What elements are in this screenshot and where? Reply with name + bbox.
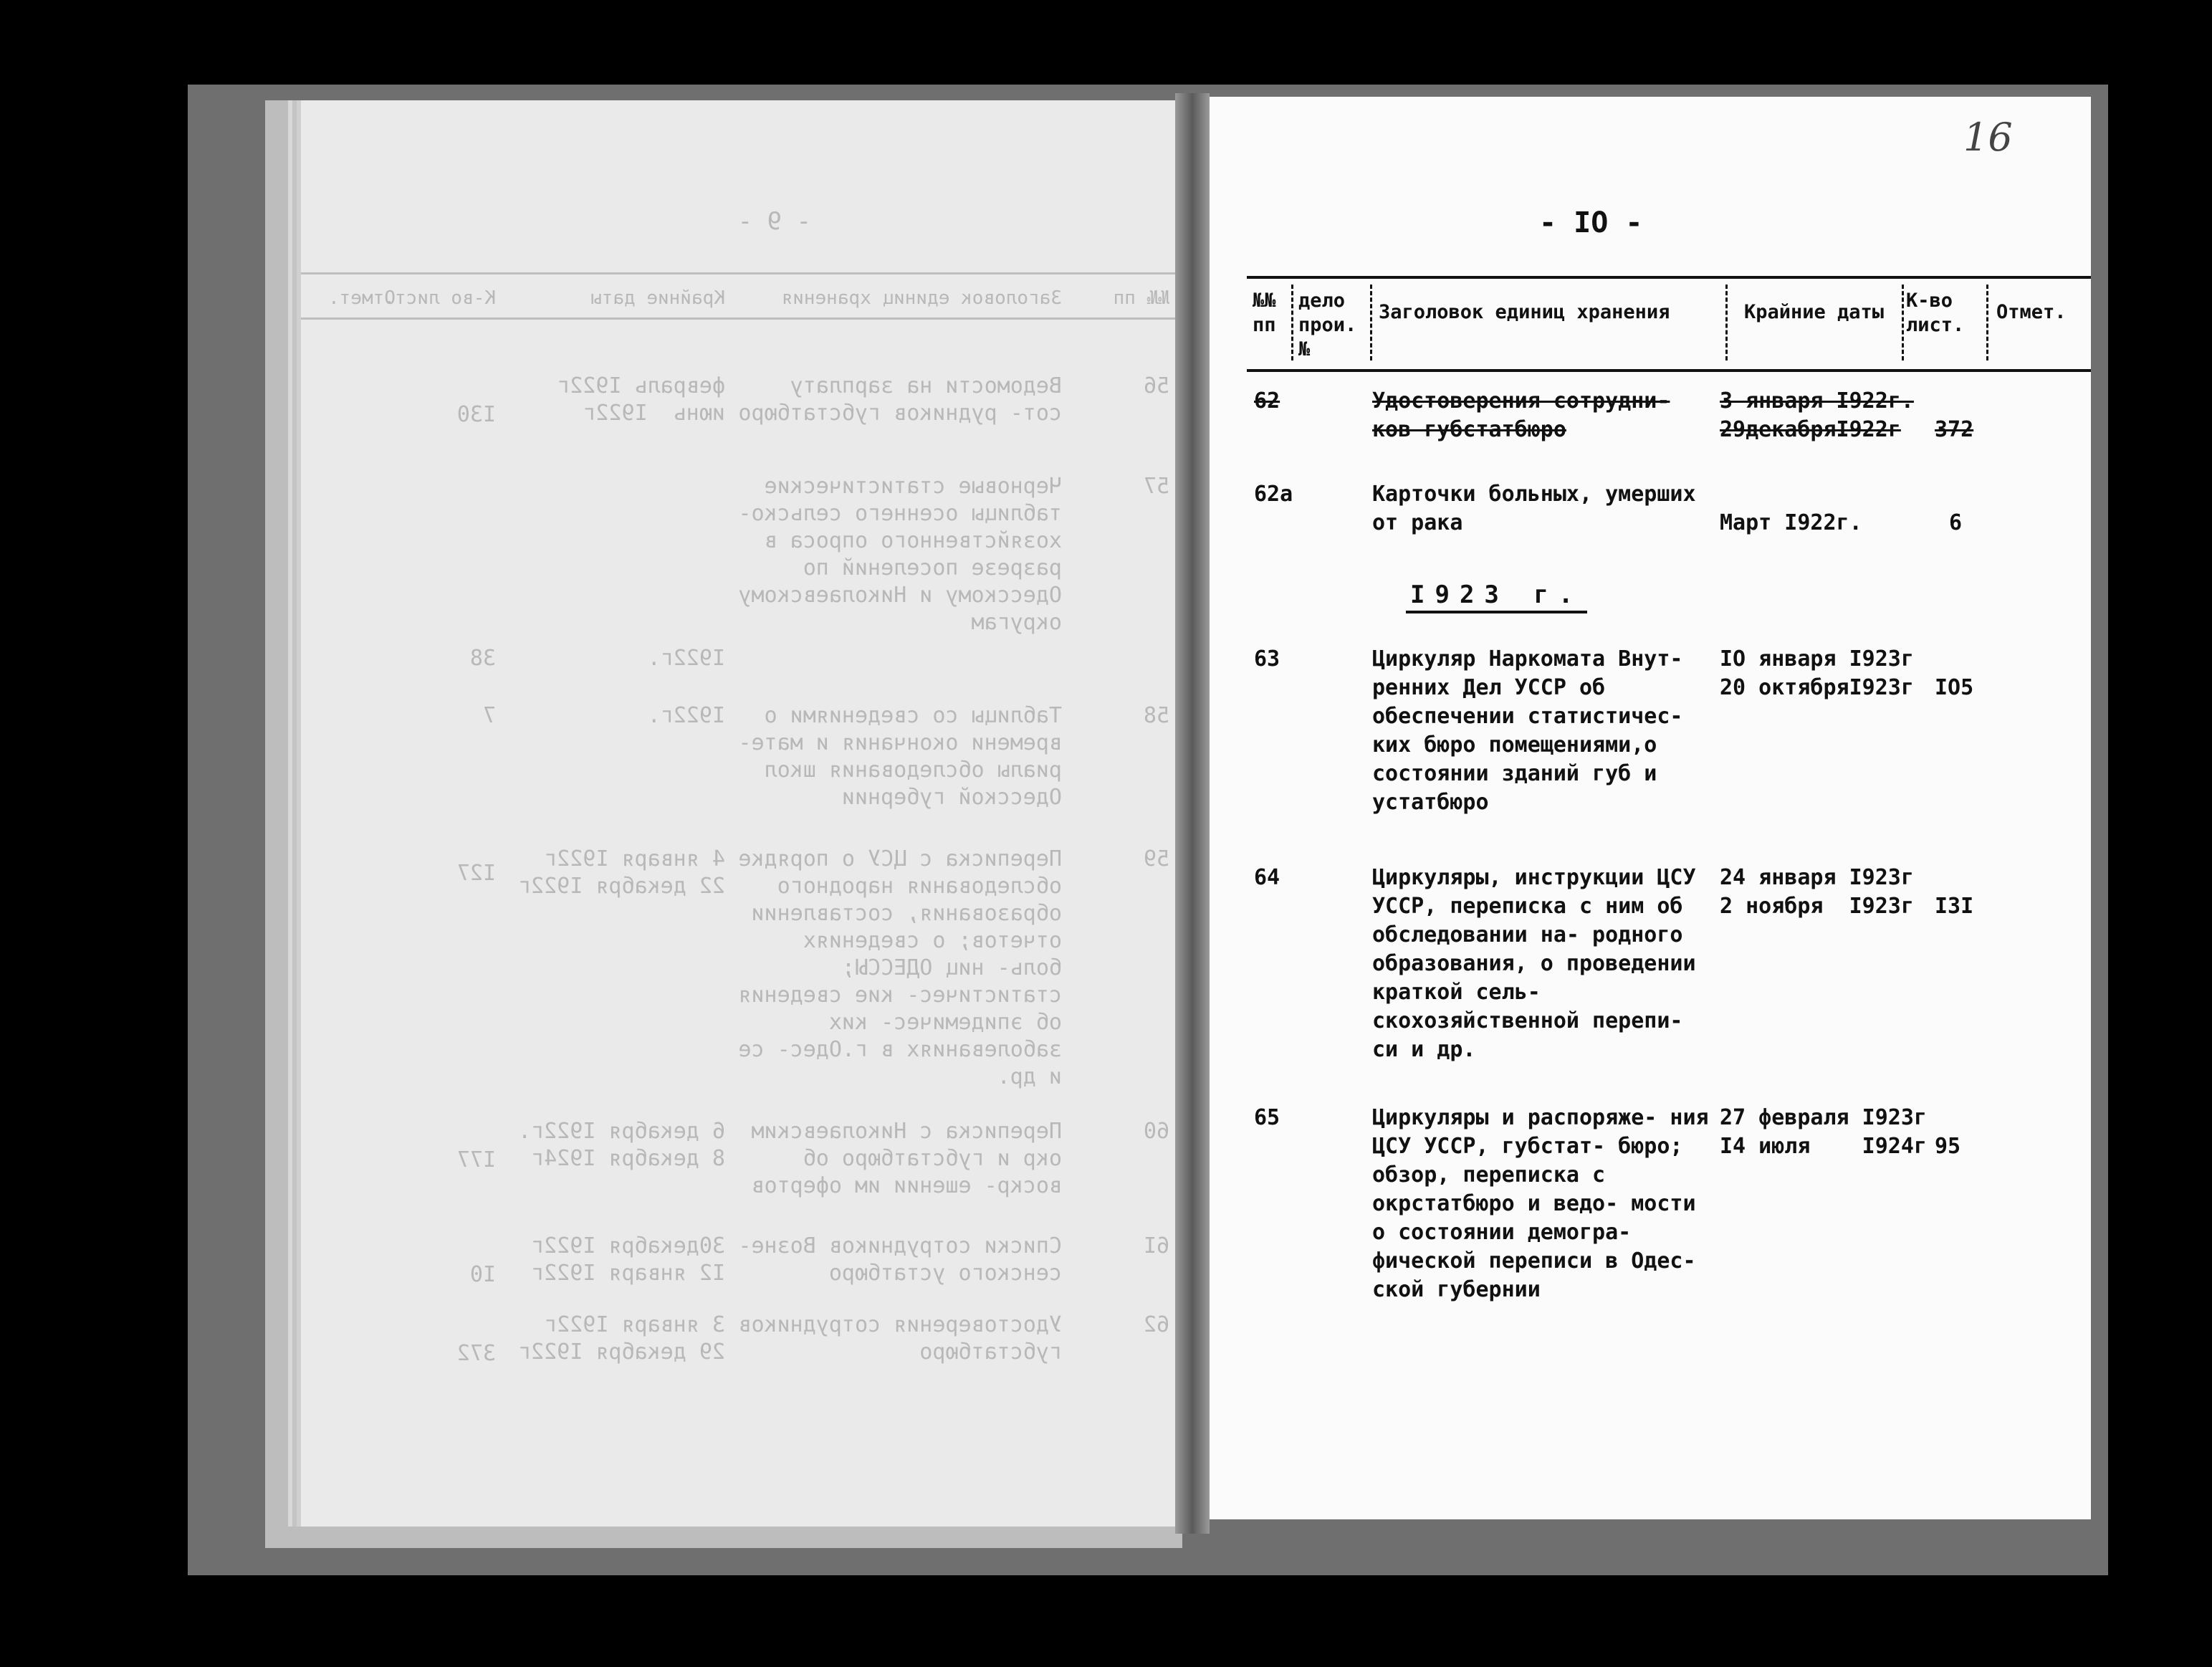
ghost-header-title: Заголовок единиц хранения: [781, 287, 1062, 309]
entry-number: 62: [1254, 388, 1280, 414]
entry-sheet-count: I3I: [1935, 894, 1974, 919]
ghost-entry-title: Переписка с Николаевским окр и губстатбюро об воскр- ешении им офертов: [751, 1119, 1062, 1198]
handwritten-folio-number: 16: [1963, 115, 2013, 160]
ghost-entry-num: 62: [1143, 1312, 1169, 1337]
header-title: Заголовок единиц хранения: [1379, 301, 1670, 323]
ghost-entry-qty: I30: [456, 402, 496, 427]
entry-title: Циркуляры и распоряже- ния ЦСУ УССР, губстат- бюро; обзор, переписка с окрстатбюро и ведо- мости о состоянии демогра- фической переписи в Одес- ской губернии: [1372, 1105, 1709, 1302]
ghost-entry-title: Ведомости на зарплату сот- рудников губстатбюро: [738, 373, 1062, 426]
header-delo: дело прои. №: [1298, 290, 1357, 360]
ghost-entry-dates: 4 января I922г 22 декабря I922г: [518, 846, 725, 899]
ghost-entry-num: 6I: [1143, 1233, 1169, 1258]
ghost-entry-dates: 6 декабря I922г. 8 декабря I924г: [518, 1119, 725, 1171]
ghost-entry-qty: 7: [482, 703, 496, 728]
column-divider: [1725, 285, 1728, 360]
ghost-entry-qty: I77: [456, 1147, 496, 1172]
ghost-entry-title: Черновые статистические таблицы осеннего сельско- хозяйственного опроса в разрезе поселений по Одесскому и Николаевскому округам: [738, 474, 1062, 635]
ghost-entry-qty: 372: [456, 1341, 496, 1366]
ghost-entry-title: Списки сотрудников Возне- сенского устатбюро: [738, 1233, 1062, 1286]
entry-dates: 27 февраля I923г I4 июля I924г: [1720, 1105, 1927, 1159]
column-divider: [1291, 285, 1293, 360]
ghost-entry-qty: I0: [469, 1262, 496, 1287]
ghost-header-qty: К-во лист.: [383, 287, 496, 309]
entry-dates: Март I922г.: [1720, 510, 1862, 535]
ghost-entry-num: 60: [1143, 1119, 1169, 1144]
ghost-entry-num: 59: [1143, 846, 1169, 871]
ghost-header-num: №№ пп: [1113, 287, 1169, 309]
entry-number: 64: [1254, 865, 1280, 890]
ghost-entry-num: 58: [1143, 703, 1169, 728]
left-page-ghost-text: [301, 100, 1184, 1527]
entry-number: 63: [1254, 646, 1280, 672]
ghost-page-number: - 9 -: [737, 207, 811, 236]
ghost-entry-dates: I922г.: [647, 646, 725, 671]
ghost-entry-title: Переписка с ЦСУ о порядке обследования народного образования, составлении отчетов; о сведениях боль- ниц ОДЕССЫ; статистичес- кие сведения об эпидемичес- ких заболеваниях в г.Одес- се и др.: [738, 846, 1062, 1089]
entry-title: Удостоверения сотрудни- ков губстатбюро: [1372, 388, 1670, 442]
entry-dates: 3 января I922г. 29декабряI922г: [1720, 388, 1914, 442]
ghost-entry-num: 56: [1143, 373, 1169, 398]
header-qty: К-во лист.: [1906, 290, 1965, 336]
ghost-entry-qty: 38: [469, 646, 496, 671]
ghost-entry-title: Удостоверения сотрудников губстатбюро: [738, 1312, 1062, 1365]
entry-sheet-count: 6: [1949, 510, 1963, 535]
entry-title: Циркуляр Наркомата Внут- ренних Дел УССР об обеспечении статистичес- ких бюро помещениями,о состоянии зданий губ и устатбюро: [1372, 646, 1683, 815]
entry-sheet-count: IO5: [1935, 675, 1974, 700]
entry-number: 62а: [1254, 482, 1293, 507]
entry-sheet-count: 372: [1935, 417, 1974, 442]
ghost-table-header: [301, 272, 1184, 320]
entry-dates: IO января I923г 20 октябряI923г: [1720, 646, 1914, 700]
ghost-entry-dates: 30декабря I922г I2 января I922г: [531, 1233, 725, 1286]
entry-dates: 24 января I923г 2 ноября I923г: [1720, 865, 1914, 919]
ghost-entry-title: Таблицы со сведениями о времени окончания и мате- риалы обследования школ Одесской губернии: [738, 703, 1062, 810]
header-note: Отмет.: [1996, 301, 2067, 323]
entry-title: Карточки больных, умерших от рака: [1372, 482, 1696, 535]
column-divider: [1370, 285, 1372, 360]
page-number: - IO -: [1539, 206, 1643, 239]
ghost-entry-num: 57: [1143, 474, 1169, 499]
entry-title: Циркуляры, инструкции ЦСУ УССР, переписка с ним об обследовании на- родного образования, о проведении краткой сель- скохозяйственной перепи- си и др.: [1372, 865, 1696, 1062]
ghost-entry-dates: I922г.: [647, 703, 725, 728]
column-divider: [1986, 285, 1988, 360]
ghost-entry-qty: I27: [456, 861, 496, 886]
column-divider: [1902, 285, 1904, 360]
year-heading: I923 г.: [1406, 581, 1587, 613]
entry-number: 65: [1254, 1105, 1280, 1130]
table-header: [1247, 276, 2091, 372]
ghost-entry-dates: 3 января I922г 29 декабря I922г: [518, 1312, 725, 1365]
header-num: №№ пп: [1253, 290, 1276, 336]
ghost-header-dates: Крайние даты: [590, 287, 725, 309]
ghost-entry-dates: февраль I922г июнь I922г: [557, 373, 725, 426]
book-gutter: [1175, 93, 1210, 1534]
ghost-header-note: Отмет.: [328, 287, 396, 309]
header-dates: Крайние даты: [1744, 301, 1885, 323]
entry-sheet-count: 95: [1935, 1134, 1961, 1159]
